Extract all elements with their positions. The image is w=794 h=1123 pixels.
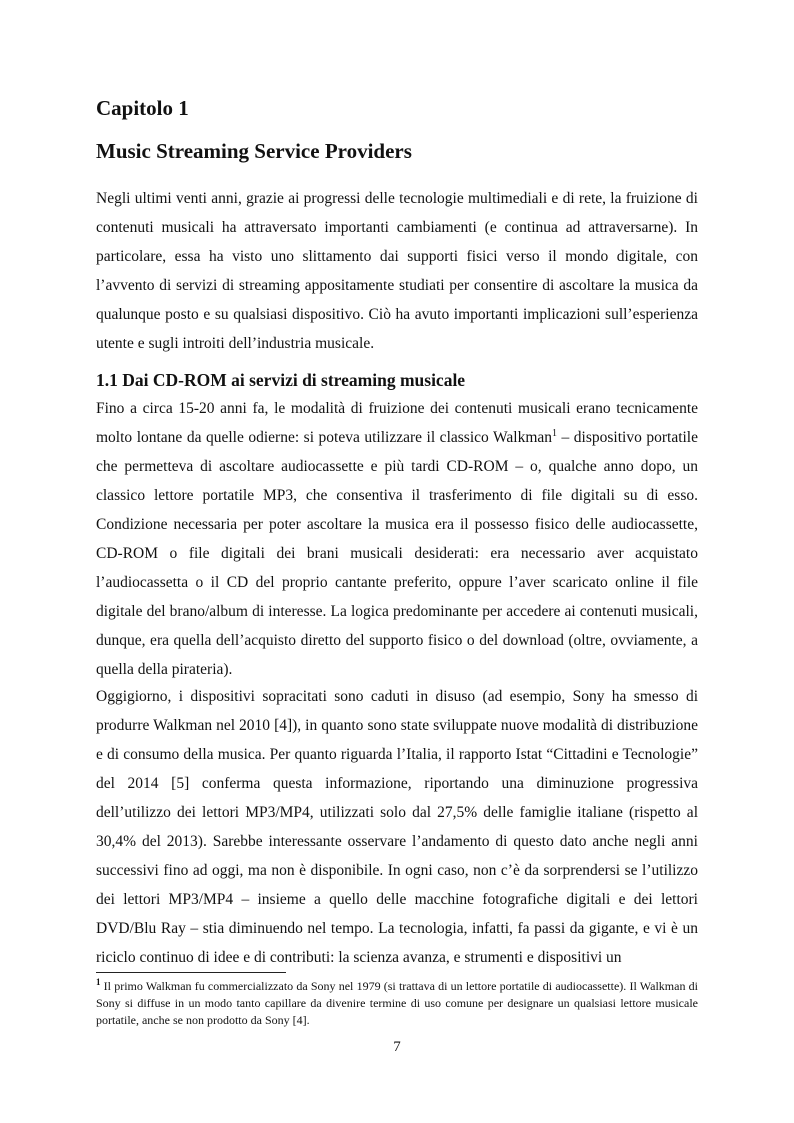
intro-paragraph: Negli ultimi venti anni, grazie ai progressi delle tecnologie multimediali e di rete, la fruizione di contenuti musicali ha attraversato importanti cambiamenti (e continua ad attraversarne). In particolare, essa ha visto uno slittamento dai supporti fisici verso il mondo digitale, con l’avvento di servizi di streaming appositamente studiati per consentire di ascoltare la musica da qualunque posto e su qualsiasi dispositivo. Ciò ha avuto importanti implicazioni sull’esperienza utente e sugli introiti dell’industria musicale. <box>96 190 698 352</box>
footnote-reference[interactable]: 1 <box>552 427 557 439</box>
section-paragraph-1 <box>96 394 698 684</box>
footnote-marker: 1 <box>96 977 101 987</box>
footnote <box>96 978 698 1029</box>
paragraph-text: – dispositivo portatile che permetteva di ascoltare audiocassette e più tardi CD-ROM – o, qualche anno dopo, un classico lettore portatile MP3, che consentiva il trasferimento di file digitali su di esso. Condizione necessaria per poter ascoltare la musica era il possesso fisico delle audiocassette, CD-ROM o file digitali dei brani musicali desiderati: era necessario aver acquistato l’audiocassetta o il CD del proprio cantante preferito, oppure l’aver scaricato online il file digitale del brano/album di interesse. La logica predominante per accedere ai contenuti musicali, dunque, era quella dell’acquisto diretto del supporto fisico o del download (oltre, ovviamente, a quella della pirateria). <box>96 429 698 678</box>
chapter-title: Music Streaming Service Providers <box>96 139 412 163</box>
page-number: 7 <box>393 1039 401 1055</box>
chapter-number: Capitolo 1 <box>96 96 189 120</box>
footnote-text: Il primo Walkman fu commercializzato da Sony nel 1979 (si trattava di un lettore portatile di audiocassette). Il Walkman di Sony si diffuse in un modo tanto capillare da divenire termine di uso comune per designare un qualsiasi lettore musicale portatile, anche se non prodotto da Sony [4]. <box>96 979 698 1027</box>
section-heading: 1.1 Dai CD-ROM ai servizi di streaming musicale <box>96 370 466 390</box>
section-paragraph-2: Oggigiorno, i dispositivi sopracitati sono caduti in disuso (ad esempio, Sony ha smesso di produrre Walkman nel 2010 [4]), in quanto sono state sviluppate nuove modalità di distribuzione e di consumo della musica. Per quanto riguarda l’Italia, il rapporto Istat “Cittadini e Tecnologie” del 2014 [5] conferma questa informazione, riportando una diminuzione progressiva dell’utilizzo dei lettori MP3/MP4, utilizzati solo dal 27,5% delle famiglie italiane (rispetto al 30,4% del 2013). Sarebbe interessante osservare l’andamento di questo dato anche negli anni successivi fino ad oggi, ma non è disponibile. In ogni caso, non c’è da sorprendersi se l’utilizzo dei lettori MP3/MP4 – insieme a quello delle macchine fotografiche digitali e dei lettori DVD/Blu Ray – stia diminuendo nel tempo. La tecnologia, infatti, fa passi da gigante, e vi è un riciclo continuo di idee e di contributi: la scienza avanza, e strumenti e dispositivi un <box>96 688 698 966</box>
footnote-divider <box>96 972 286 973</box>
paragraph-text: Fino a circa 15-20 anni fa, le modalità di fruizione dei contenuti musicali erano tecnicamente molto lontane da quelle odierne: si poteva utilizzare il classico Walkman <box>96 400 698 446</box>
